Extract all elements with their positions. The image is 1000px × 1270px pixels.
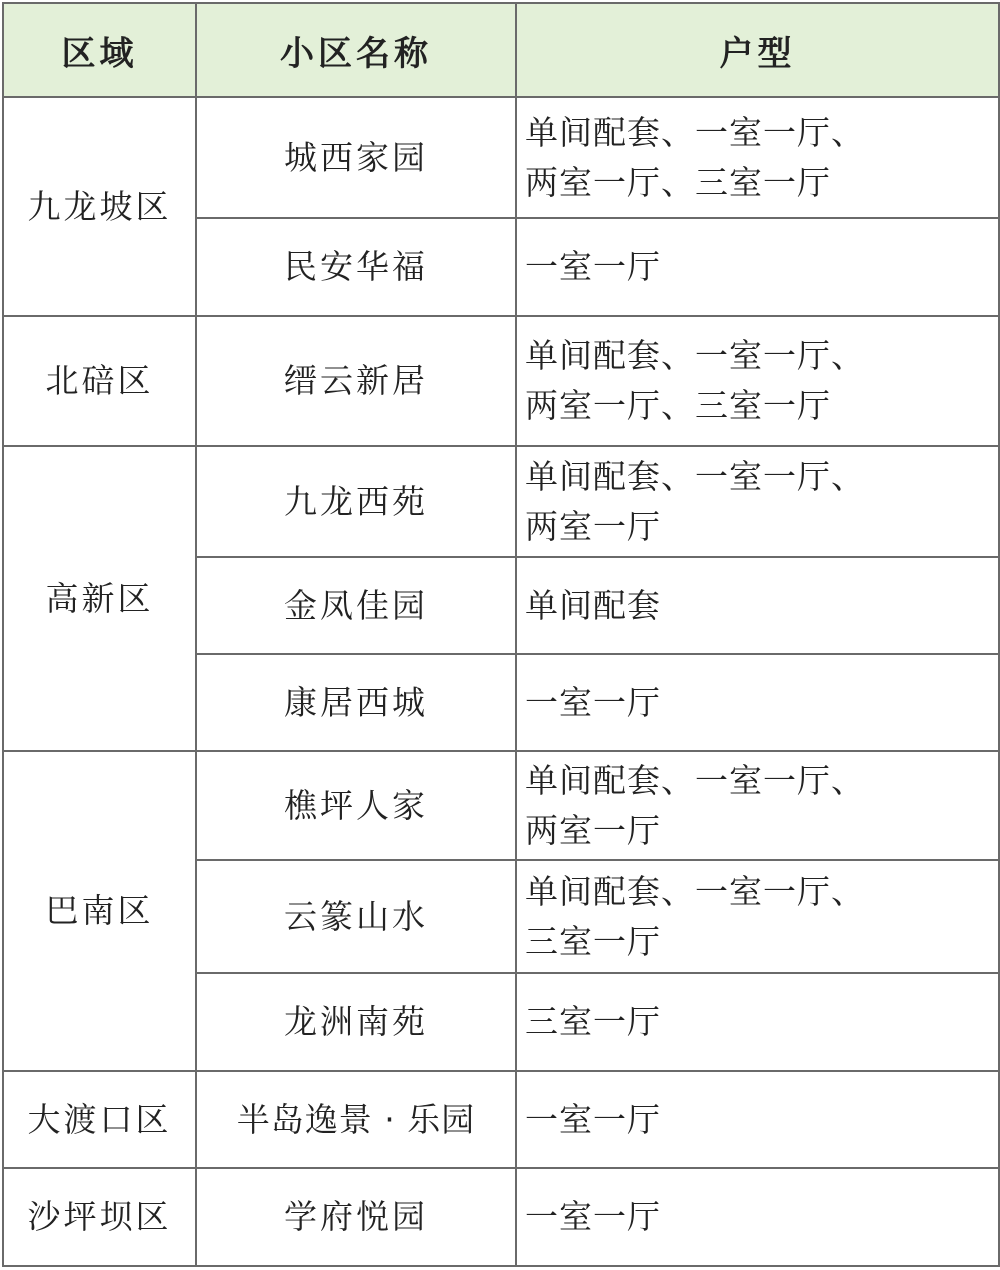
unit-type-line: 单间配套、一室一厅、 bbox=[525, 760, 865, 800]
table-header bbox=[3, 3, 999, 97]
header-unit-type: 户型 bbox=[516, 3, 999, 97]
community-cell: 学府悦园 bbox=[196, 1168, 516, 1266]
unit-type-cell bbox=[516, 973, 999, 1071]
header-region: 区域 bbox=[3, 3, 196, 97]
unit-type-line: 两室一厅 bbox=[525, 506, 661, 546]
region-cell: 九龙坡区 bbox=[3, 97, 196, 316]
unit-type-cell bbox=[516, 1071, 999, 1168]
unit-type-line: 单间配套、一室一厅、 bbox=[525, 336, 865, 375]
table-row bbox=[3, 97, 999, 218]
unit-type-line: 两室一厅、三室一厅 bbox=[525, 386, 831, 425]
community-cell: 樵坪人家 bbox=[196, 751, 516, 860]
community-cell: 城西家园 bbox=[196, 97, 516, 218]
table-row bbox=[3, 751, 999, 860]
region-cell: 沙坪坝区 bbox=[3, 1168, 196, 1266]
community-cell: 九龙西苑 bbox=[196, 446, 516, 557]
region-cell: 巴南区 bbox=[3, 751, 196, 1071]
unit-type-line: 三室一厅 bbox=[525, 921, 661, 961]
table-row bbox=[3, 1168, 999, 1266]
unit-type-cell bbox=[516, 1168, 999, 1266]
unit-type-cell bbox=[516, 97, 999, 218]
unit-type-line: 两室一厅、三室一厅 bbox=[525, 162, 831, 202]
unit-type-cell bbox=[516, 751, 999, 860]
community-cell: 民安华福 bbox=[196, 218, 516, 316]
region-cell: 大渡口区 bbox=[3, 1071, 196, 1168]
unit-type-line: 单间配套、一室一厅、 bbox=[525, 456, 865, 496]
unit-type-line: 单间配套、一室一厅、 bbox=[525, 112, 865, 152]
unit-type-line: 一室一厅 bbox=[525, 1099, 661, 1139]
unit-type-line: 单间配套、一室一厅、 bbox=[525, 871, 865, 911]
housing-table bbox=[2, 2, 1000, 1267]
table-row bbox=[3, 1071, 999, 1168]
unit-type-cell bbox=[516, 557, 999, 654]
table-row bbox=[3, 316, 999, 446]
unit-type-line: 三室一厅 bbox=[525, 1002, 661, 1041]
unit-type-cell bbox=[516, 860, 999, 973]
community-cell: 龙洲南苑 bbox=[196, 973, 516, 1071]
unit-type-cell bbox=[516, 218, 999, 316]
unit-type-line: 一室一厅 bbox=[525, 682, 661, 722]
community-cell: 康居西城 bbox=[196, 654, 516, 751]
unit-type-cell bbox=[516, 446, 999, 557]
region-cell: 北碚区 bbox=[3, 316, 196, 446]
unit-type-line: 一室一厅 bbox=[525, 247, 661, 286]
community-cell: 金凤佳园 bbox=[196, 557, 516, 654]
community-cell: 缙云新居 bbox=[196, 316, 516, 446]
community-cell: 云篆山水 bbox=[196, 860, 516, 973]
table-row bbox=[3, 446, 999, 557]
unit-type-line: 单间配套 bbox=[525, 585, 661, 625]
unit-type-cell bbox=[516, 654, 999, 751]
table-body bbox=[3, 97, 999, 1266]
header-row bbox=[3, 3, 999, 97]
unit-type-cell bbox=[516, 316, 999, 446]
header-community: 小区名称 bbox=[196, 3, 516, 97]
unit-type-line: 两室一厅 bbox=[525, 810, 661, 850]
community-cell: 半岛逸景 · 乐园 bbox=[196, 1071, 516, 1168]
region-cell: 高新区 bbox=[3, 446, 196, 751]
unit-type-line: 一室一厅 bbox=[525, 1197, 661, 1236]
